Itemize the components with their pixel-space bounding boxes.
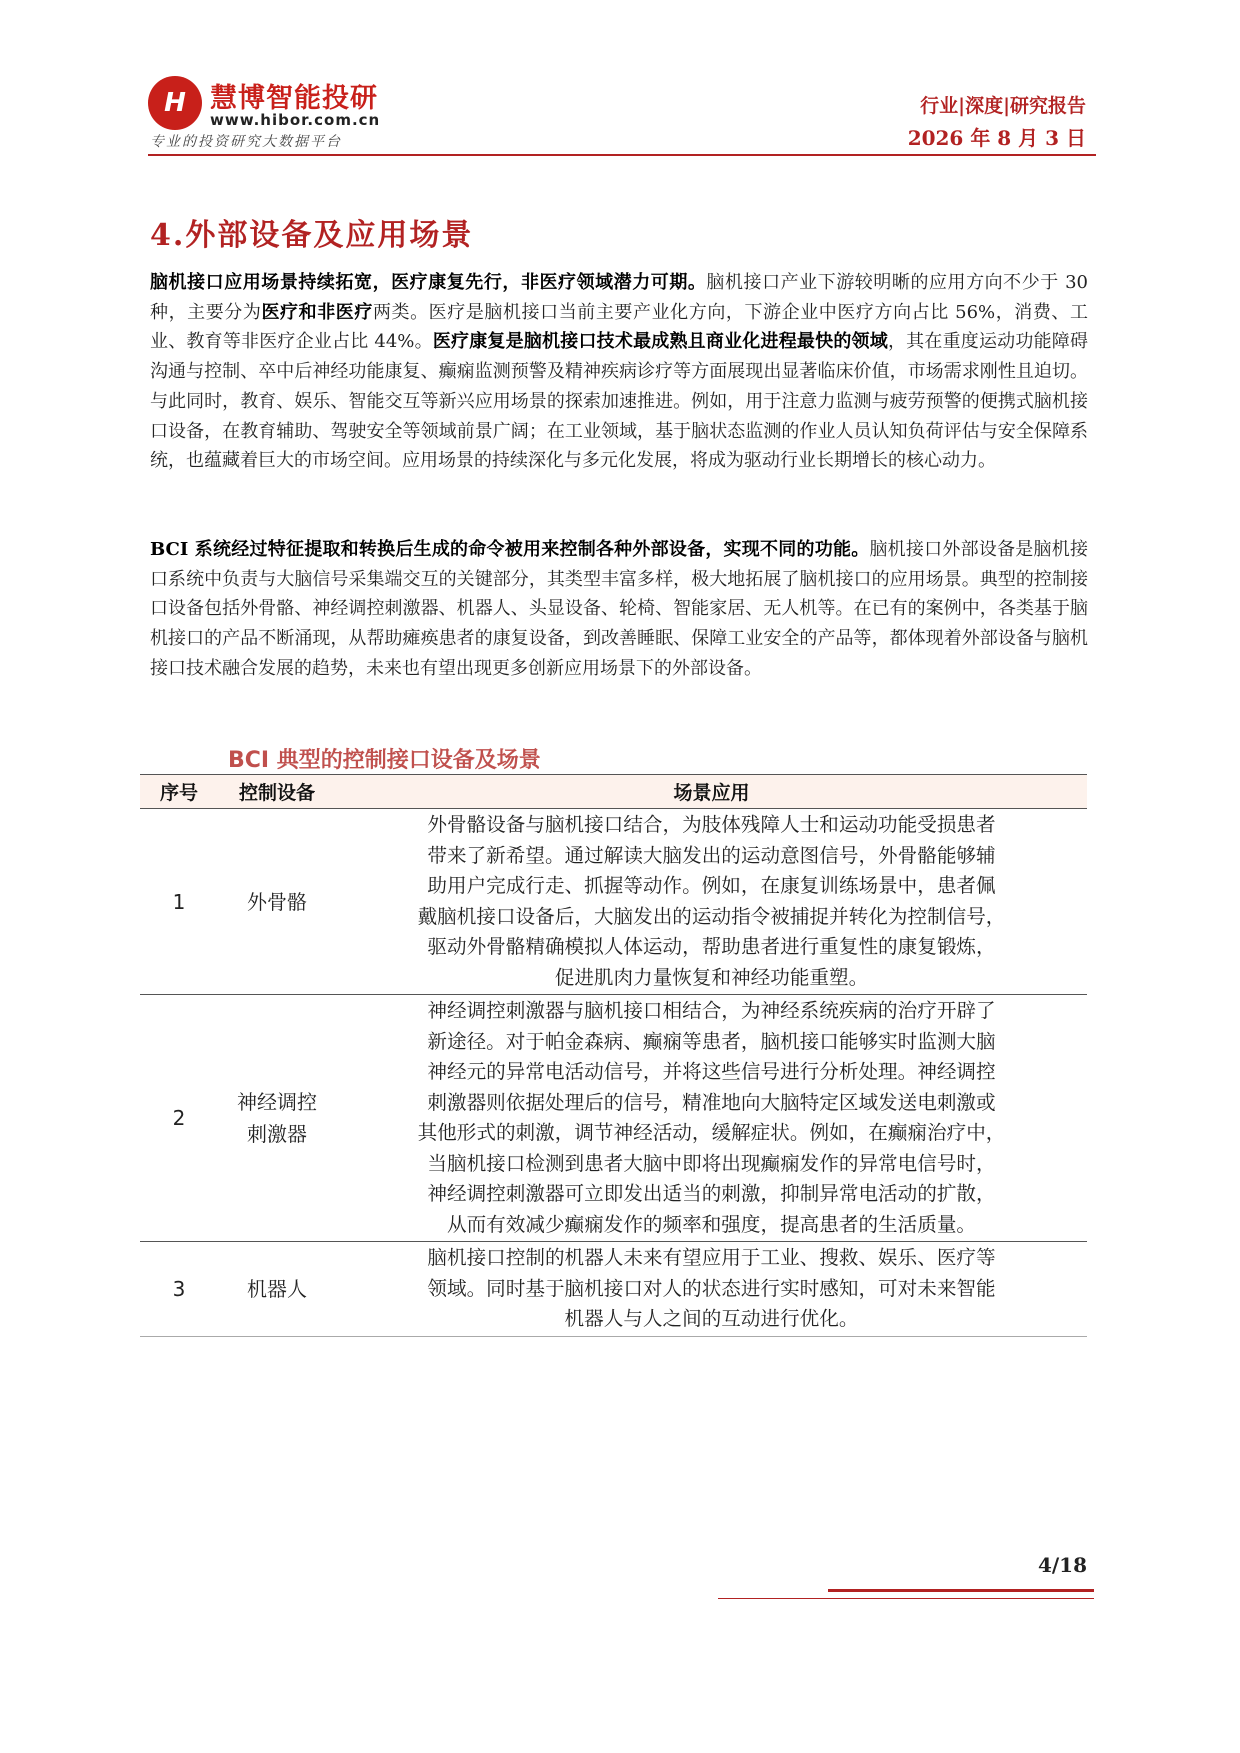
row-scenario — [336, 1242, 1087, 1337]
table-row — [140, 809, 1087, 995]
row-device — [218, 809, 336, 995]
row-scenario — [336, 809, 1087, 995]
device-line: 外骨骼 — [247, 889, 307, 914]
page-number: 4/18 — [1037, 1553, 1087, 1577]
table-row — [140, 995, 1087, 1242]
table-caption: BCI 典型的控制接口设备及场景 — [228, 748, 541, 773]
paragraph-external-devices — [150, 535, 1088, 684]
row-index: 2 — [140, 995, 218, 1242]
scenario-line: 脑机接口控制的机器人未来有望应用于工业、搜救、娱乐、医疗等 — [427, 1246, 996, 1269]
scenario-line: 其他形式的刺激，调节神经活动，缓解症状。例如，在癫痫治疗中， — [417, 1121, 1006, 1144]
table-row — [140, 1242, 1087, 1337]
table-header-row — [140, 775, 1087, 809]
bci-device-table — [140, 774, 1087, 1337]
header-index: 序号 — [140, 775, 218, 809]
scenario-line: 从而有效减少癫痫发作的频率和强度，提高患者的生活质量。 — [446, 1212, 977, 1236]
device-line: 机器人 — [247, 1276, 307, 1301]
scenario-line: 当脑机接口检测到患者大脑中即将出现癫痫发作的异常电信号时， — [427, 1151, 996, 1175]
paragraph-text: 脑机接口产业下游较明晰的应用方向不少于 30 种，主要分为 — [150, 272, 1088, 323]
device-line: 神经调控 — [237, 1090, 317, 1114]
scenario-line: 外骨骼设备与脑机接口结合，为肢体残障人士和运动功能受损患者 — [427, 813, 996, 836]
scenario-line: 带来了新希望。通过解读大脑发出的运动意图信号，外骨骼能够辅 — [427, 843, 996, 867]
scenario-line: 神经调控刺激器与脑机接口相结合，为神经系统疾病的治疗开辟了 — [427, 999, 996, 1022]
paragraph-lead: BCI 系统经过特征提取和转换后生成的命令被用来控制各种外部设备，实现不同的功能。 — [150, 539, 870, 560]
brand-logo-icon: H — [148, 76, 202, 130]
scenario-line: 助用户完成行走、抓握等动作。例如，在康复训练场景中，患者佩 — [427, 874, 996, 897]
scenario-line: 戴脑机接口设备后，大脑发出的运动指令被捕捉并转化为控制信号， — [417, 904, 1006, 928]
paragraph-bold: 医疗康复是脑机接口技术最成熟且商业化进程最快的领域 — [432, 331, 888, 353]
scenario-line: 领域。同时基于脑机接口对人的状态进行实时感知，可对未来智能 — [427, 1276, 996, 1300]
paragraph-lead: 脑机接口应用场景持续拓宽，医疗康复先行，非医疗领域潜力可期。 — [150, 272, 707, 293]
paragraph-text: ，其在重度运动功能障碍沟通与控制、卒中后神经功能康复、癫痫监测预警及精神疾病诊疗等方面展现出显著临床价值，市场需求刚性且迫切。与此同时，教育、娱乐、智能交互等新兴应用场景的探索加速推进。例如，用于注意力监测与疲劳预警的便携式脑机接口设备，在教育辅助、驾驶安全等领域前景广阔；在工业领域，基于脑状态监测的作业人员认知负荷评估与安全保障系统，也蕴藏着巨大的市场空间。应用场景的持续深化与多元化发展，将成为驱动行业长期增长的核心动力。 — [150, 331, 1089, 472]
report-date: 2026 年 8 月 3 日 — [907, 126, 1086, 150]
paragraph-text: 两类。医疗是脑机接口当前主要产业化方向，下游企业中医疗方向占比 56%，消费、工业、教育等非医疗企业占比 44%。 — [150, 301, 1089, 353]
page-header — [148, 70, 1096, 155]
brand-name: 慧博智能投研 — [210, 83, 378, 114]
scenario-line: 神经元的异常电活动信号，并将这些信号进行分析处理。神经调控 — [427, 1060, 996, 1083]
scenario-line: 促进肌肉力量恢复和神经功能重塑。 — [554, 965, 869, 989]
paragraph-applications — [150, 268, 1088, 476]
row-device — [218, 1242, 336, 1337]
header-scenario: 场景应用 — [336, 775, 1087, 809]
paragraph-text: 脑机接口外部设备是脑机接口系统中负责与大脑信号采集端交互的关键部分，其类型丰富多样，极大地拓展了脑机接口的应用场景。典型的控制接口设备包括外骨骼、神经调控刺激器、机器人、头显设备、轮椅、智能家居、无人机等。在已有的案例中，各类基于脑机接口的产品不断涌现，从帮助瘫痪患者的康复设备，到改善睡眠、保障工业安全的产品等，都体现着外部设备与脑机接口技术融合发展的趋势，未来也有望出现更多创新应用场景下的外部设备。 — [150, 539, 1089, 679]
scenario-line: 神经调控刺激器可立即发出适当的刺激，抑制异常电活动的扩散， — [427, 1182, 996, 1205]
scenario-line: 机器人与人之间的互动进行优化。 — [564, 1307, 859, 1330]
row-device — [218, 995, 336, 1242]
device-line: 刺激器 — [247, 1122, 307, 1146]
brand-url[interactable]: www.hibor.com.cn — [210, 111, 381, 129]
row-scenario — [336, 995, 1087, 1242]
footer-divider-thin — [718, 1598, 1094, 1599]
header-divider — [148, 154, 1096, 156]
footer-divider — [828, 1589, 1094, 1592]
row-index: 1 — [140, 809, 218, 995]
brand-slogan: 专业的投资研究大数据平台 — [150, 134, 342, 150]
header-device: 控制设备 — [218, 775, 336, 809]
paragraph-bold: 医疗和非医疗 — [261, 301, 373, 323]
row-index: 3 — [140, 1242, 218, 1337]
scenario-line: 驱动外骨骼精确模拟人体运动，帮助患者进行重复性的康复锻炼， — [427, 935, 996, 958]
section-title: 4.外部设备及应用场景 — [150, 218, 474, 253]
report-type: 行业|深度|研究报告 — [920, 95, 1086, 117]
scenario-line: 刺激器则依据处理后的信号，精准地向大脑特定区域发送电刺激或 — [427, 1090, 996, 1114]
scenario-line: 新途径。对于帕金森病、癫痫等患者，脑机接口能够实时监测大脑 — [427, 1029, 996, 1053]
